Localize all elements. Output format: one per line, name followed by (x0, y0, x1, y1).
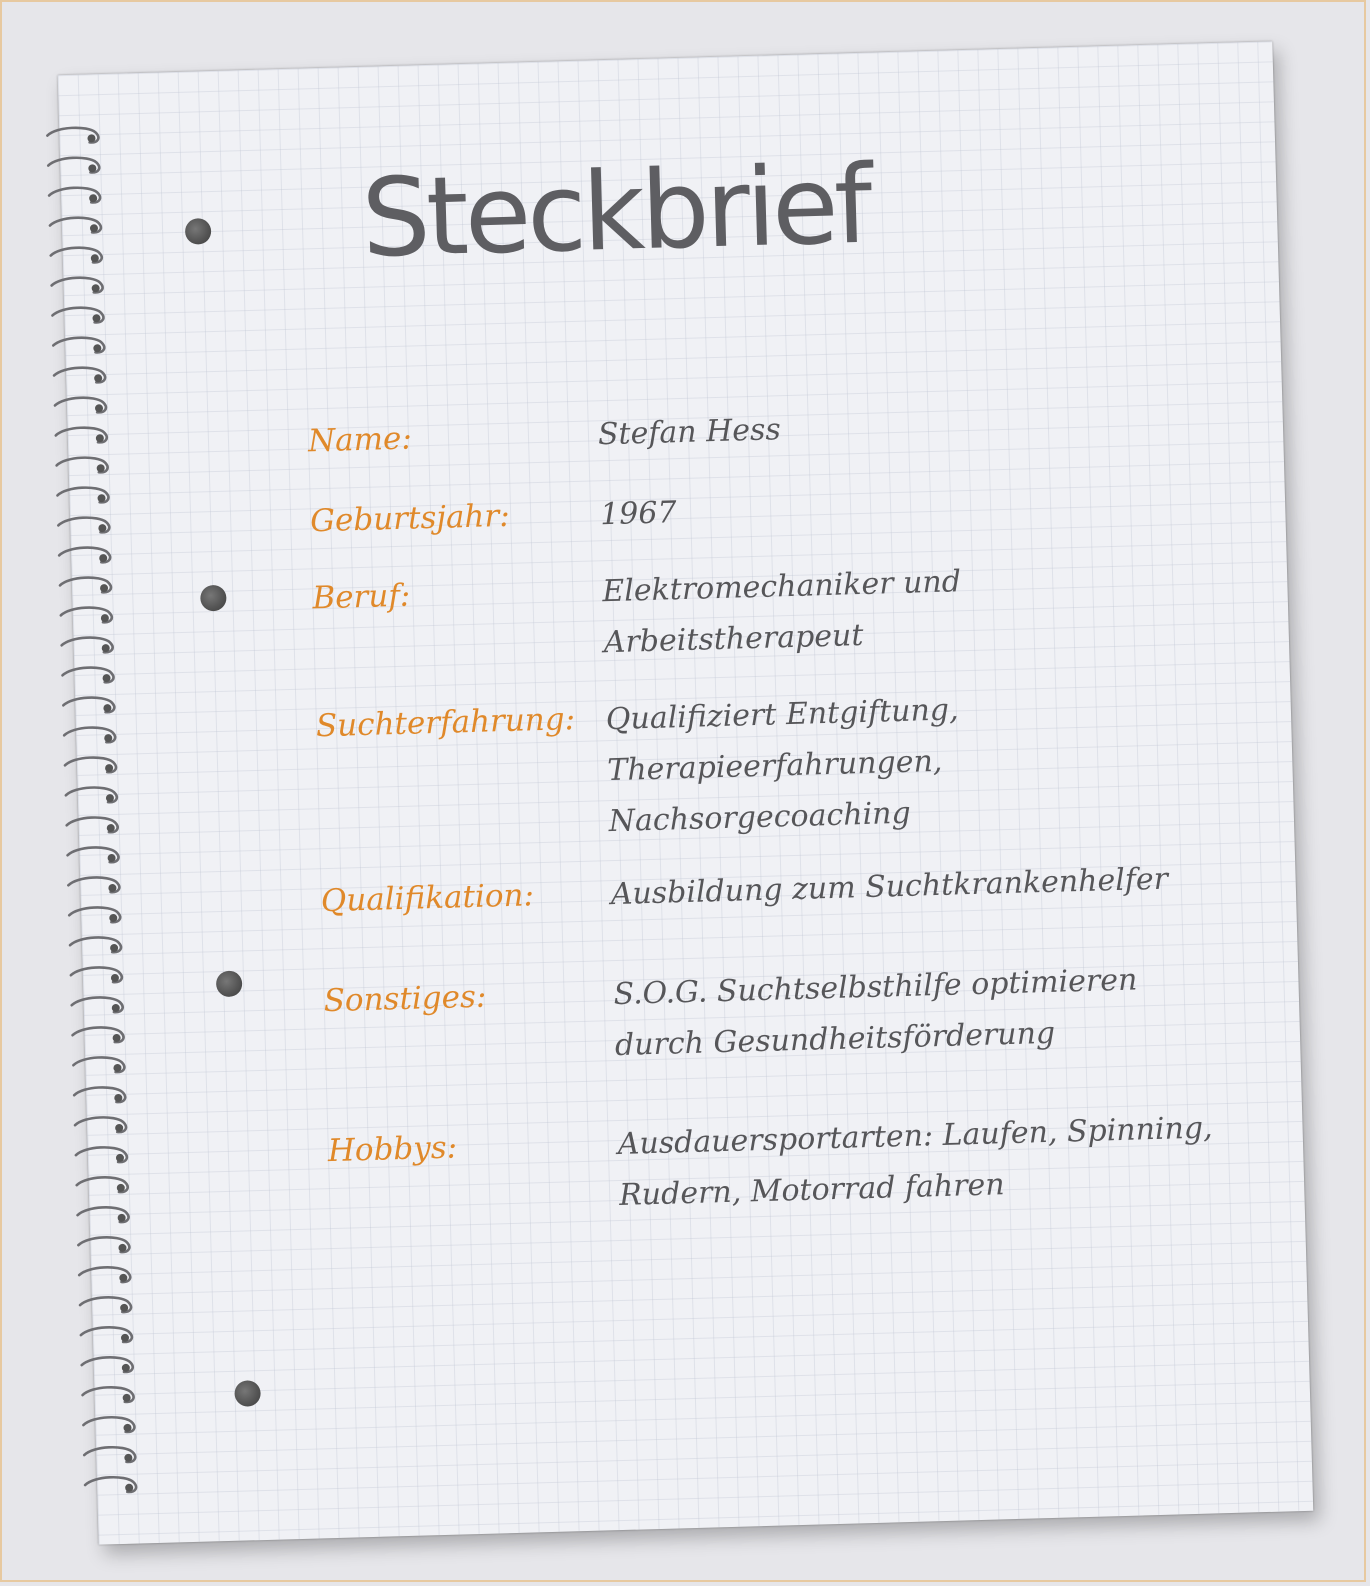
field-name (307, 397, 1238, 460)
spiral-coil (51, 247, 102, 264)
punch-hole (234, 1380, 261, 1407)
spiral-coil (79, 1267, 130, 1284)
field-addiction-experience (315, 682, 1245, 840)
spiral-coil (71, 997, 122, 1014)
spiral-coil (66, 787, 117, 804)
value-line: 1967 (599, 495, 678, 533)
spiral-coil (80, 1297, 131, 1314)
spiral-coil (53, 337, 104, 354)
field-hobbies (327, 1107, 1257, 1214)
field-label: Geburtsjahr: (309, 497, 511, 540)
field-value (597, 391, 1238, 460)
spiral-coil (61, 637, 112, 654)
notebook-page (58, 41, 1314, 1544)
spiral-coil (49, 187, 100, 204)
spiral-coil (71, 967, 122, 984)
spiral-coil (73, 1057, 124, 1074)
spiral-coil (56, 457, 107, 474)
spiral-coil (67, 847, 118, 864)
field-value (602, 548, 1245, 668)
value-line: durch Gesundheitsförderung (614, 1015, 1056, 1064)
spiral-coil (56, 427, 107, 444)
field-value (613, 951, 1256, 1071)
spiral-coil (85, 1477, 136, 1494)
spiral-coil (74, 1087, 125, 1104)
field-label: Suchterfahrung: (315, 701, 576, 745)
spiral-coil (64, 727, 115, 744)
spiral-coil (68, 877, 119, 894)
field-birthyear (309, 477, 1240, 540)
field-value (617, 1101, 1260, 1221)
punch-hole (185, 218, 212, 245)
field-label: Hobbys: (327, 1129, 458, 1170)
spiral-coil (51, 277, 102, 294)
field-qualification (320, 857, 1250, 920)
spiral-coil (65, 757, 116, 774)
spiral-coil (57, 487, 108, 504)
spiral-coil (77, 1177, 128, 1194)
spiral-coil (52, 307, 103, 324)
spiral-coil (69, 907, 120, 924)
field-label: Qualifikation: (320, 877, 535, 920)
field-misc (323, 957, 1253, 1064)
field-value (605, 676, 1249, 847)
field-value (610, 851, 1251, 920)
value-line: Elektromechaniker und (601, 564, 962, 610)
field-label: Beruf: (311, 577, 411, 617)
spiral-coil (61, 607, 112, 624)
value-line: Qualifiziert Entgiftung, (605, 692, 959, 738)
field-value (599, 471, 1240, 540)
spiral-coil (54, 367, 105, 384)
field-label: Sonstiges: (323, 978, 487, 1020)
spiral-coil (76, 1147, 127, 1164)
value-line: Ausdauersportarten: Laufen, Spinning, (617, 1110, 1214, 1163)
value-line: Stefan Hess (597, 412, 782, 453)
spiral-coil (63, 697, 114, 714)
spiral-coil (82, 1357, 133, 1374)
spiral-coil (81, 1327, 132, 1344)
punch-hole (200, 585, 227, 612)
spiral-coil (55, 397, 106, 414)
value-line: S.O.G. Suchtselbsthilfe optimieren (613, 962, 1138, 1013)
spiral-coil (66, 817, 117, 834)
spiral-coil (82, 1387, 133, 1404)
field-label: Name: (307, 420, 413, 460)
spiral-coil (75, 1117, 126, 1134)
spiral-coil (60, 577, 111, 594)
spiral-coil (48, 157, 99, 174)
page-title: Steckbrief (360, 142, 871, 282)
spiral-coil (47, 127, 98, 144)
value-line: Therapieerfahrungen, (606, 743, 943, 789)
punch-hole (216, 970, 243, 997)
value-line: Nachsorgecoaching (608, 795, 912, 840)
value-line: Rudern, Motorrad fahren (618, 1167, 1006, 1214)
spiral-coil (50, 217, 101, 234)
value-line: Arbeitstherapeut (603, 617, 864, 661)
spiral-coil (77, 1207, 128, 1224)
spiral-coil (59, 547, 110, 564)
spiral-coil (83, 1417, 134, 1434)
spiral-coil (58, 517, 109, 534)
spiral-coil (78, 1237, 129, 1254)
spiral-coil (84, 1447, 135, 1464)
spiral-coil (72, 1027, 123, 1044)
field-profession (311, 554, 1242, 661)
spiral-coil (62, 667, 113, 684)
spiral-coil (70, 937, 121, 954)
value-line: Ausbildung zum Suchtkrankenhelfer (610, 861, 1169, 913)
